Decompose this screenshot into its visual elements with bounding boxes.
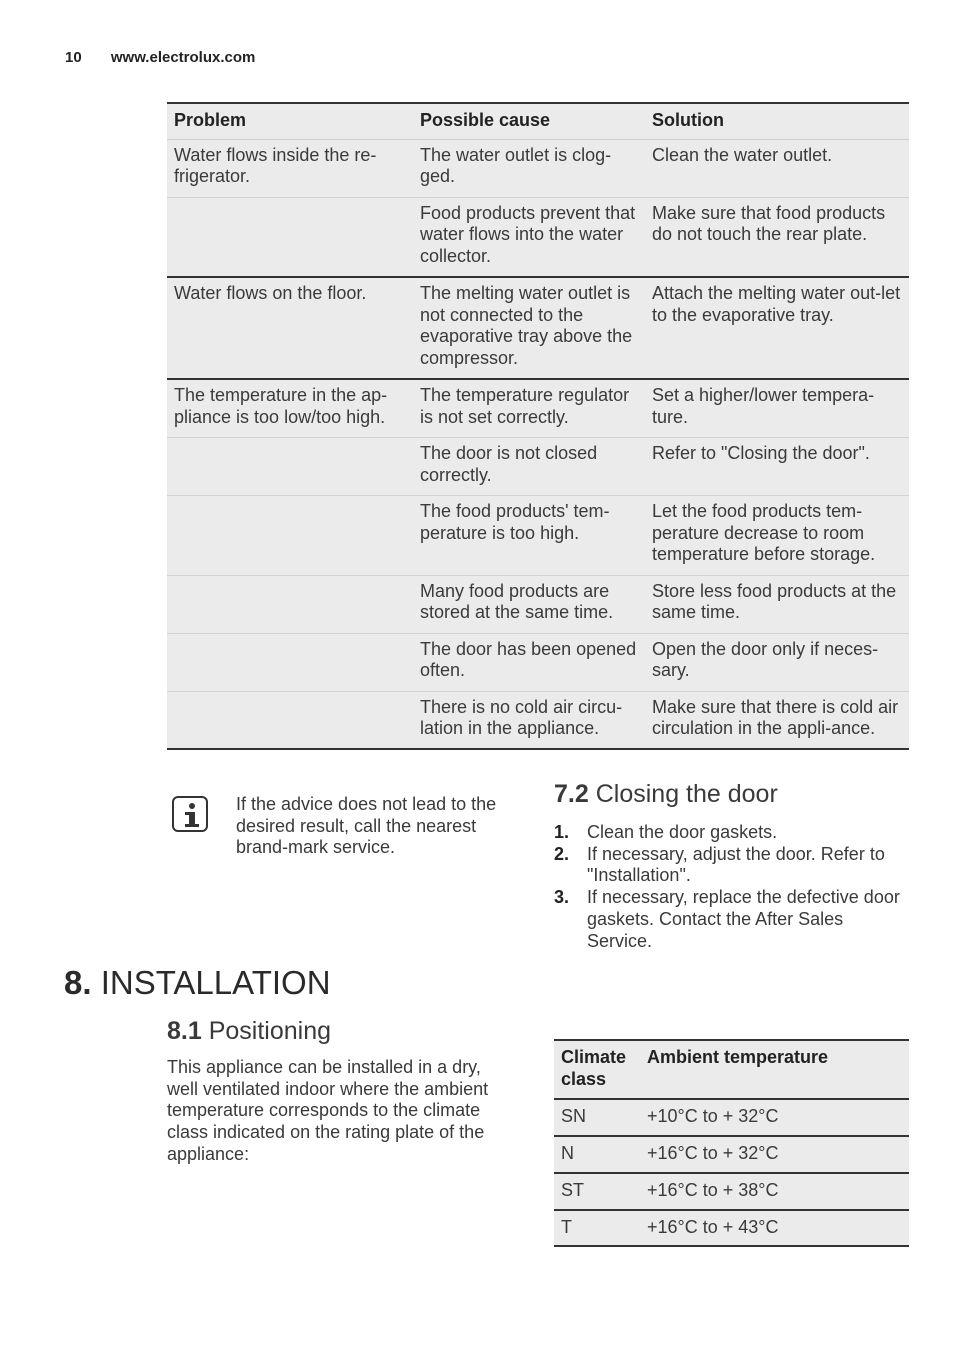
info-icon <box>172 796 208 832</box>
column-header-problem: Problem <box>167 103 413 139</box>
closing-door-steps <box>554 822 910 952</box>
table-row <box>554 1136 909 1173</box>
cell-problem <box>167 496 413 576</box>
cell-cause: Food products prevent that water flows into the water collector. <box>413 197 645 277</box>
cell-problem: Water flows on the floor. <box>167 277 413 379</box>
cell-solution: Let the food products tem-perature decrease to room temperature before storage. <box>645 496 909 576</box>
page-number: 10 <box>65 49 82 66</box>
climate-class-table <box>554 1039 909 1247</box>
cell-problem: Water flows inside the re-frigerator. <box>167 139 413 197</box>
table-row <box>167 379 909 438</box>
cell-solution: Refer to "Closing the door". <box>645 438 909 496</box>
section-title: Closing the door <box>595 780 778 808</box>
website-link[interactable]: www.electrolux.com <box>110 49 256 66</box>
step-number: 2. <box>554 843 570 864</box>
positioning-paragraph: This appliance can be installed in a dry, well ventilated indoor where the ambient temperature corresponds to the climate class indicated on the rating plate of the appliance: <box>167 1057 489 1164</box>
cell-problem <box>167 691 413 749</box>
table-row <box>167 575 909 633</box>
step-text: If necessary, adjust the door. Refer to "Installation". <box>587 843 885 886</box>
list-item <box>554 822 910 844</box>
step-number: 1. <box>554 822 570 842</box>
cell-temperature: +16°C to + 38°C <box>640 1173 909 1210</box>
section-number: 7.2 <box>554 780 589 808</box>
subsection-number: 8.1 <box>167 1017 202 1045</box>
section-number: 8. <box>64 964 92 1001</box>
cell-problem <box>167 575 413 633</box>
list-item <box>554 887 910 952</box>
info-note-text: If the advice does not lead to the desired result, call the nearest brand-mark service. <box>236 794 497 858</box>
cell-solution: Attach the melting water out-let to the evaporative tray. <box>645 277 909 379</box>
step-text: If necessary, replace the defective door gaskets. Contact the After Sales Service. <box>587 887 900 951</box>
table-row <box>167 496 909 576</box>
cell-cause: Many food products are stored at the same time. <box>413 575 645 633</box>
cell-solution: Clean the water outlet. <box>645 139 909 197</box>
page-header <box>65 49 255 66</box>
column-header-class: Climate class <box>554 1040 640 1099</box>
section-title: INSTALLATION <box>100 964 331 1001</box>
cell-cause: The door is not closed correctly. <box>413 438 645 496</box>
table-row <box>167 438 909 496</box>
column-header-temperature: Ambient temperature <box>640 1040 909 1099</box>
table-row <box>167 277 909 379</box>
cell-cause: The temperature regulator is not set correctly. <box>413 379 645 438</box>
cell-solution: Make sure that there is cold air circulation in the appli-ance. <box>645 691 909 749</box>
list-item <box>554 844 910 887</box>
table-row <box>167 633 909 691</box>
table-row <box>554 1173 909 1210</box>
subsection-title: Positioning <box>208 1017 332 1045</box>
table-row <box>167 139 909 197</box>
troubleshooting-table <box>167 102 909 750</box>
cell-solution: Open the door only if neces-sary. <box>645 633 909 691</box>
column-header-solution: Solution <box>645 103 909 139</box>
cell-solution: Make sure that food products do not touch the rear plate. <box>645 197 909 277</box>
cell-problem <box>167 438 413 496</box>
cell-solution: Set a higher/lower tempera-ture. <box>645 379 909 438</box>
cell-cause: The water outlet is clog-ged. <box>413 139 645 197</box>
column-header-cause: Possible cause <box>413 103 645 139</box>
cell-cause: The melting water outlet is not connected to the evaporative tray above the compressor. <box>413 277 645 379</box>
section-7-2-heading <box>554 780 778 809</box>
cell-temperature: +10°C to + 32°C <box>640 1099 909 1136</box>
table-header-row <box>167 103 909 139</box>
table-row <box>167 691 909 749</box>
cell-class: N <box>554 1136 640 1173</box>
section-8-1-heading <box>167 1017 331 1046</box>
cell-cause: The door has been opened often. <box>413 633 645 691</box>
cell-problem <box>167 197 413 277</box>
table-row <box>167 197 909 277</box>
step-number: 3. <box>554 887 570 908</box>
cell-solution: Store less food products at the same time. <box>645 575 909 633</box>
cell-cause: There is no cold air circu-lation in the appliance. <box>413 691 645 749</box>
cell-temperature: +16°C to + 32°C <box>640 1136 909 1173</box>
section-8-heading <box>64 964 331 1002</box>
cell-temperature: +16°C to + 43°C <box>640 1210 909 1247</box>
step-text: Clean the door gaskets. <box>587 822 778 842</box>
table-row <box>554 1099 909 1136</box>
cell-cause: The food products' tem-perature is too high. <box>413 496 645 576</box>
cell-class: ST <box>554 1173 640 1210</box>
table-row <box>554 1210 909 1247</box>
cell-problem <box>167 633 413 691</box>
table-header-row <box>554 1040 909 1099</box>
cell-problem: The temperature in the ap-pliance is too low/too high. <box>167 379 413 438</box>
cell-class: SN <box>554 1099 640 1136</box>
cell-class: T <box>554 1210 640 1247</box>
